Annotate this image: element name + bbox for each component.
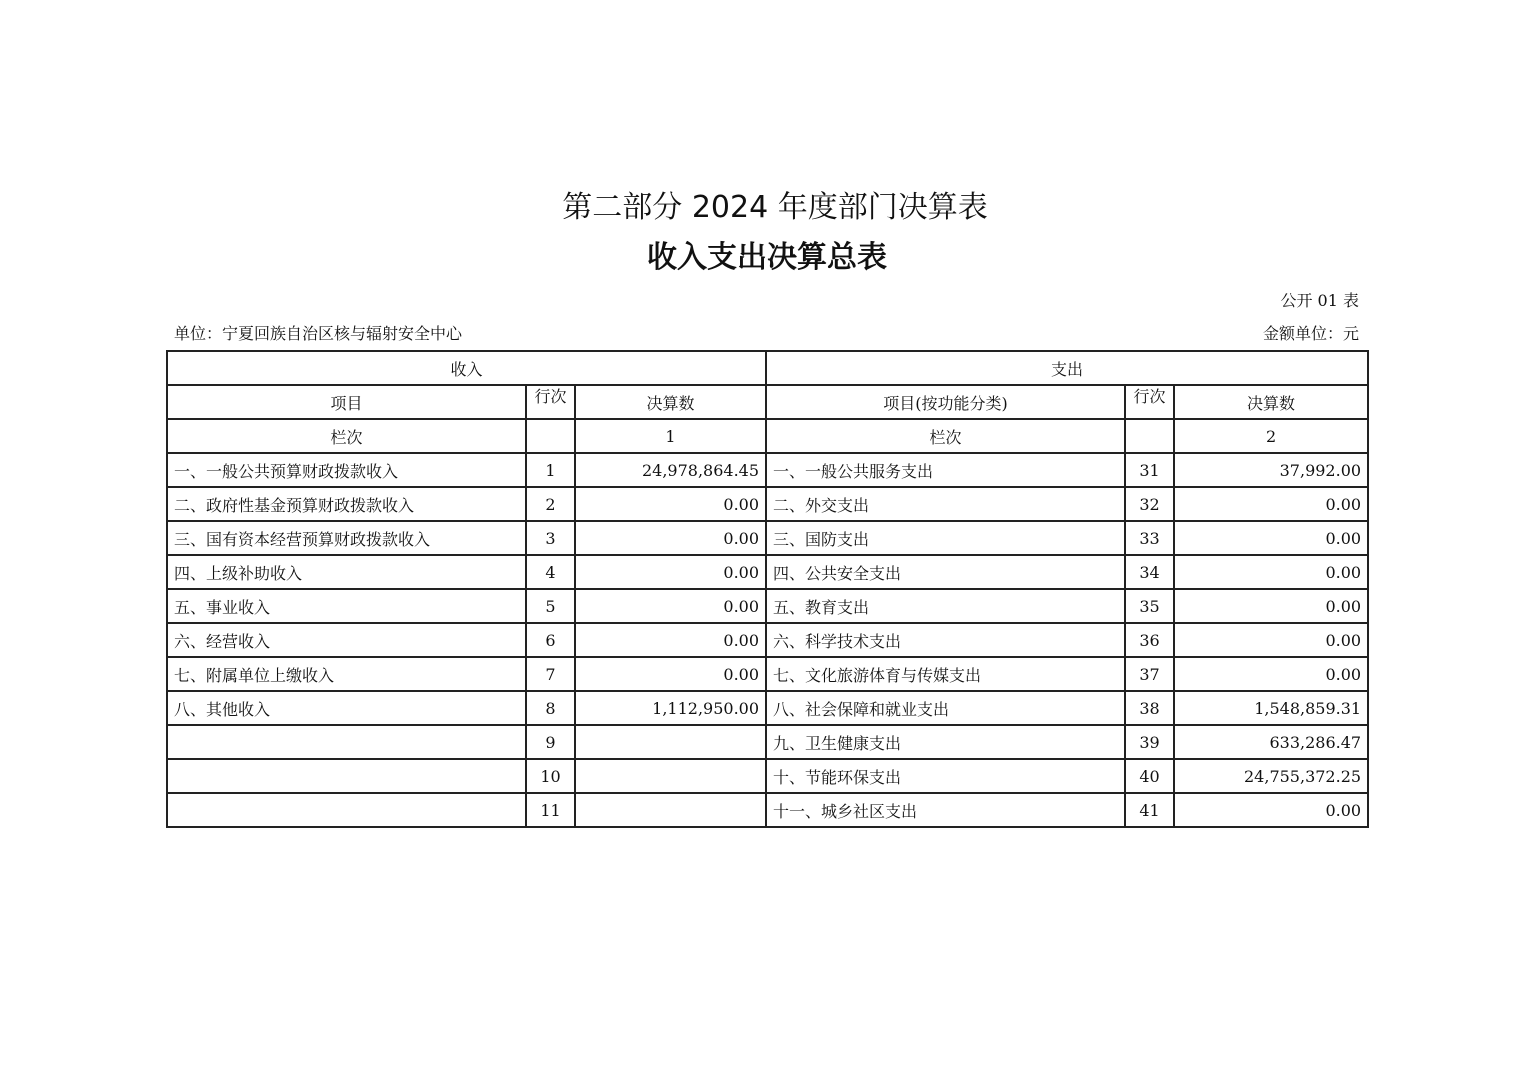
expense-amount-cell: 1,548,859.31 <box>1174 691 1368 725</box>
page-title: 第二部分 2024 年度部门决算表 <box>562 190 988 225</box>
income-row-no-cell: 1 <box>526 453 575 487</box>
expense-item-cell: 二、外交支出 <box>766 487 1125 521</box>
income-amount-cell: 0.00 <box>575 521 766 555</box>
expense-item-cell: 七、文化旅游体育与传媒支出 <box>766 657 1125 691</box>
table-row <box>167 487 1368 521</box>
table-row <box>167 555 1368 589</box>
expense-item-cell: 十一、城乡社区支出 <box>766 793 1125 827</box>
table-row <box>167 759 1368 793</box>
income-amount-cell: 0.00 <box>575 589 766 623</box>
income-item-cell: 五、事业收入 <box>167 589 526 623</box>
expense-item-cell: 五、教育支出 <box>766 589 1125 623</box>
col-index-empty-right <box>1125 419 1174 453</box>
table-row <box>167 521 1368 555</box>
table-row <box>167 453 1368 487</box>
column-header-row <box>167 385 1368 419</box>
income-row-no-cell: 8 <box>526 691 575 725</box>
expense-row-no-cell: 32 <box>1125 487 1174 521</box>
income-item-cell <box>167 725 526 759</box>
income-section-header: 收入 <box>167 351 766 385</box>
expense-row-no-cell: 38 <box>1125 691 1174 725</box>
income-item-cell: 三、国有资本经营预算财政拨款收入 <box>167 521 526 555</box>
expense-row-no-cell: 40 <box>1125 759 1174 793</box>
income-amount-cell: 24,978,864.45 <box>575 453 766 487</box>
col-header-income-item: 项目 <box>167 385 526 419</box>
expense-amount-cell: 0.00 <box>1174 487 1368 521</box>
income-item-cell <box>167 759 526 793</box>
expense-row-no-cell: 37 <box>1125 657 1174 691</box>
col-header-expense-row-no: 行次 <box>1125 385 1174 419</box>
expense-row-no-cell: 39 <box>1125 725 1174 759</box>
column-index-row <box>167 419 1368 453</box>
expense-item-cell: 六、科学技术支出 <box>766 623 1125 657</box>
income-item-cell: 一、一般公共预算财政拨款收入 <box>167 453 526 487</box>
table-row <box>167 657 1368 691</box>
income-amount-cell: 0.00 <box>575 657 766 691</box>
table-row <box>167 623 1368 657</box>
table-title: 收入支出决算总表 <box>647 240 887 275</box>
expense-section-header: 支出 <box>766 351 1368 385</box>
income-item-cell: 六、经营收入 <box>167 623 526 657</box>
form-code: 公开 01 表 <box>1280 291 1359 310</box>
income-amount-cell <box>575 725 766 759</box>
expense-item-cell: 四、公共安全支出 <box>766 555 1125 589</box>
expense-row-no-cell: 34 <box>1125 555 1174 589</box>
expense-amount-cell: 633,286.47 <box>1174 725 1368 759</box>
table-row <box>167 725 1368 759</box>
income-item-cell <box>167 793 526 827</box>
col-index-empty-left <box>526 419 575 453</box>
col-header-expense-item: 项目(按功能分类) <box>766 385 1125 419</box>
income-amount-cell: 0.00 <box>575 555 766 589</box>
expense-item-cell: 九、卫生健康支出 <box>766 725 1125 759</box>
col-header-income-row-no: 行次 <box>526 385 575 419</box>
table-body <box>167 351 1368 827</box>
section-header-row <box>167 351 1368 385</box>
income-item-cell: 七、附属单位上缴收入 <box>167 657 526 691</box>
income-item-cell: 八、其他收入 <box>167 691 526 725</box>
expense-amount-cell: 0.00 <box>1174 623 1368 657</box>
expense-amount-cell: 0.00 <box>1174 555 1368 589</box>
expense-row-no-cell: 41 <box>1125 793 1174 827</box>
col-index-label-left: 栏次 <box>167 419 526 453</box>
income-row-no-cell: 2 <box>526 487 575 521</box>
col-header-expense-amount: 决算数 <box>1174 385 1368 419</box>
expense-item-cell: 八、社会保障和就业支出 <box>766 691 1125 725</box>
expense-amount-cell: 37,992.00 <box>1174 453 1368 487</box>
expense-row-no-cell: 33 <box>1125 521 1174 555</box>
col-header-income-amount: 决算数 <box>575 385 766 419</box>
expense-amount-cell: 0.00 <box>1174 793 1368 827</box>
col-index-label-right: 栏次 <box>766 419 1125 453</box>
expense-row-no-cell: 31 <box>1125 453 1174 487</box>
income-item-cell: 二、政府性基金预算财政拨款收入 <box>167 487 526 521</box>
table-row <box>167 793 1368 827</box>
expense-item-cell: 十、节能环保支出 <box>766 759 1125 793</box>
income-amount-cell: 0.00 <box>575 487 766 521</box>
expense-amount-cell: 0.00 <box>1174 521 1368 555</box>
expense-amount-cell: 0.00 <box>1174 657 1368 691</box>
income-amount-cell: 0.00 <box>575 623 766 657</box>
income-item-cell: 四、上级补助收入 <box>167 555 526 589</box>
expense-amount-cell: 0.00 <box>1174 589 1368 623</box>
income-row-no-cell: 10 <box>526 759 575 793</box>
income-row-no-cell: 4 <box>526 555 575 589</box>
expense-item-cell: 一、一般公共服务支出 <box>766 453 1125 487</box>
col-index-number-right: 2 <box>1174 419 1368 453</box>
expense-row-no-cell: 36 <box>1125 623 1174 657</box>
income-row-no-cell: 9 <box>526 725 575 759</box>
income-row-no-cell: 3 <box>526 521 575 555</box>
amount-unit-label: 金额单位：元 <box>1262 324 1359 343</box>
income-amount-cell: 1,112,950.00 <box>575 691 766 725</box>
expense-amount-cell: 24,755,372.25 <box>1174 759 1368 793</box>
unit-label: 单位：宁夏回族自治区核与辐射安全中心 <box>174 324 463 343</box>
income-row-no-cell: 5 <box>526 589 575 623</box>
income-row-no-cell: 11 <box>526 793 575 827</box>
col-index-number-left: 1 <box>575 419 766 453</box>
table-row <box>167 589 1368 623</box>
income-row-no-cell: 6 <box>526 623 575 657</box>
expense-row-no-cell: 35 <box>1125 589 1174 623</box>
expense-item-cell: 三、国防支出 <box>766 521 1125 555</box>
income-amount-cell <box>575 759 766 793</box>
income-row-no-cell: 7 <box>526 657 575 691</box>
income-amount-cell <box>575 793 766 827</box>
table-row <box>167 691 1368 725</box>
income-expense-table <box>166 350 1369 828</box>
